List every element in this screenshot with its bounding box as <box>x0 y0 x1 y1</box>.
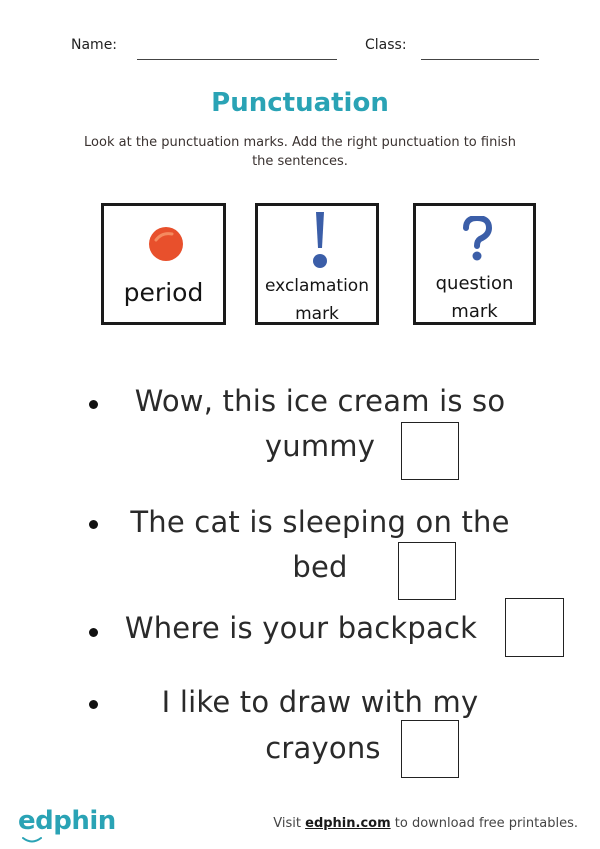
class-field[interactable] <box>421 59 539 60</box>
page-title: Punctuation <box>211 88 389 118</box>
period-icon <box>146 224 186 264</box>
bullet <box>89 700 98 709</box>
instructions-line-1: Look at the punctuation marks. Add the right punctuation to finish <box>84 135 516 150</box>
footer-link[interactable]: edphin.com <box>305 816 391 831</box>
bullet <box>89 400 98 409</box>
edphin-logo[interactable]: edphin <box>18 806 116 836</box>
logo-swoosh-icon <box>22 836 42 844</box>
sentence-1-line-2: yummy <box>264 429 376 463</box>
card-label-question-line-1: question <box>435 273 514 294</box>
answer-box-2[interactable] <box>398 542 456 600</box>
bullet <box>89 520 98 529</box>
answer-box-3[interactable] <box>505 598 564 657</box>
card-period <box>101 203 226 325</box>
instructions-line-2: the sentences. <box>252 154 348 169</box>
answer-box-4[interactable] <box>401 720 459 778</box>
card-label-exclamation-line-1: exclamation <box>265 276 369 296</box>
sentence-3-line-1: Where is your backpack <box>124 611 478 645</box>
card-exclamation-mark <box>255 203 379 325</box>
question-icon <box>460 216 494 262</box>
footer-text-before: Visit <box>273 816 306 831</box>
card-label-period: period <box>123 278 204 307</box>
sentence-1-line-1: Wow, this ice cream is so <box>134 384 506 418</box>
name-label: Name: <box>71 37 118 53</box>
sentence-4-line-1: I like to draw with my <box>161 685 479 719</box>
answer-box-1[interactable] <box>401 422 459 480</box>
card-question-mark <box>413 203 536 325</box>
sentence-2-line-1: The cat is sleeping on the <box>130 505 510 539</box>
class-label: Class: <box>365 37 407 53</box>
name-field[interactable] <box>137 59 337 60</box>
footer-text-after: to download free printables. <box>390 816 578 831</box>
sentence-4-line-2: crayons <box>265 731 381 765</box>
card-label-exclamation-line-2: mark <box>295 304 339 324</box>
sentence-2-line-2: bed <box>292 550 348 584</box>
instructions <box>40 133 560 171</box>
footer-note <box>273 816 578 831</box>
card-label-question-line-2: mark <box>451 301 498 322</box>
bullet <box>89 628 98 637</box>
exclamation-icon <box>308 210 332 270</box>
